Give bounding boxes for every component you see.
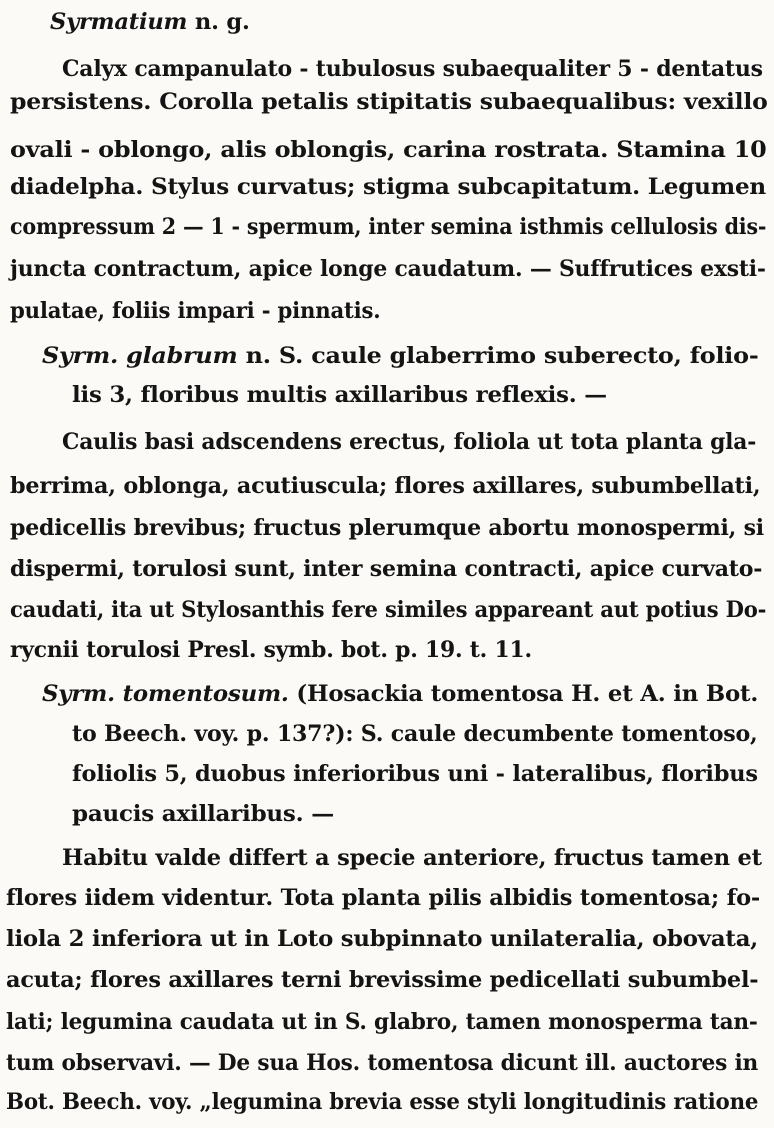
species-1-diagnosis-line: lis 3, floribus multis axillaribus reflexis. — (72, 382, 607, 408)
species-2-diagnosis-line: foliolis 5, duobus inferioribus uni - lateralibus, floribus (72, 761, 758, 787)
genus-description-line: diadelpha. Stylus curvatus; stigma subcapitatum. Legumen (10, 174, 766, 200)
genus-description-line: juncta contractum, apice longe caudatum. — Suffrutices exsti- (10, 256, 766, 282)
genus-name: Syrmatium (50, 9, 188, 35)
species-2-diagnosis-first: (Hosackia tomentosa H. et A. in Bot. (288, 681, 759, 707)
species-1-description-line: rycnii torulosi Presl. symb. bot. p. 19. t. 11. (10, 637, 532, 663)
species-2-diagnosis-line (42, 680, 758, 708)
species-2-description-line: tum observavi. — De sua Hos. tomentosa dicunt ill. auctores in (6, 1050, 759, 1076)
species-2-description-line: lati; legumina caudata ut in S. glabro, tamen monosperma tan- (6, 1009, 758, 1035)
genus-description-line: persistens. Corolla petalis stipitatis subaequalibus: vexillo (10, 89, 768, 115)
species-2-description-line: acuta; flores axillares terni brevissime pedicellati subumbel- (6, 967, 759, 993)
species-2-description-line: flores iidem videntur. Tota planta pilis albidis tomentosa; fo- (6, 885, 761, 911)
genus-description-line: Calyx campanulato - tubulosus subaequaliter 5 - dentatus (62, 56, 763, 82)
species-2-diagnosis-line: to Beech. voy. p. 137?): S. caule decumbente tomentoso, (72, 721, 758, 747)
species-2-diagnosis-line: paucis axillaribus. — (72, 801, 334, 827)
genus-heading (50, 8, 250, 36)
species-2-description-line: liola 2 inferiora ut in Loto subpinnato unilateralia, obovata, (6, 926, 758, 952)
species-2-description-line: Habitu valde differt a specie anteriore, fructus tamen et (62, 845, 762, 871)
species-2-description-line: Bot. Beech. voy. „legumina brevia esse styli longitudinis ratione (6, 1089, 759, 1115)
species-1-description-line: Caulis basi adscendens erectus, foliola ut tota planta gla- (62, 429, 757, 455)
species-1-diagnosis-line (42, 342, 758, 370)
genus-description-line: pulatae, foliis impari - pinnatis. (10, 298, 381, 324)
species-1-name: Syrm. glabrum (42, 343, 238, 369)
species-1-description-line: dispermi, torulosi sunt, inter semina contracti, apice curvato- (10, 556, 763, 582)
species-1-description-line: caudati, ita ut Stylosanthis fere similes appareant aut potius Do- (10, 597, 767, 623)
species-2-name: Syrm. tomentosum. (42, 681, 289, 707)
species-1-description-line: berrima, oblonga, acutiuscula; flores axillares, subumbellati, (10, 473, 761, 499)
genus-description-line: compressum 2 — 1 - spermum, inter semina isthmis cellulosis dis- (10, 214, 767, 240)
genus-description-line: ovali - oblongo, alis oblongis, carina rostrata. Stamina 10 (10, 137, 767, 163)
genus-heading-rest: n. g. (187, 9, 250, 35)
species-1-description-line: pedicellis brevibus; fructus plerumque abortu monospermi, si (10, 515, 764, 541)
species-1-diagnosis-first: n. S. caule glaberrimo suberecto, folio- (237, 343, 759, 369)
